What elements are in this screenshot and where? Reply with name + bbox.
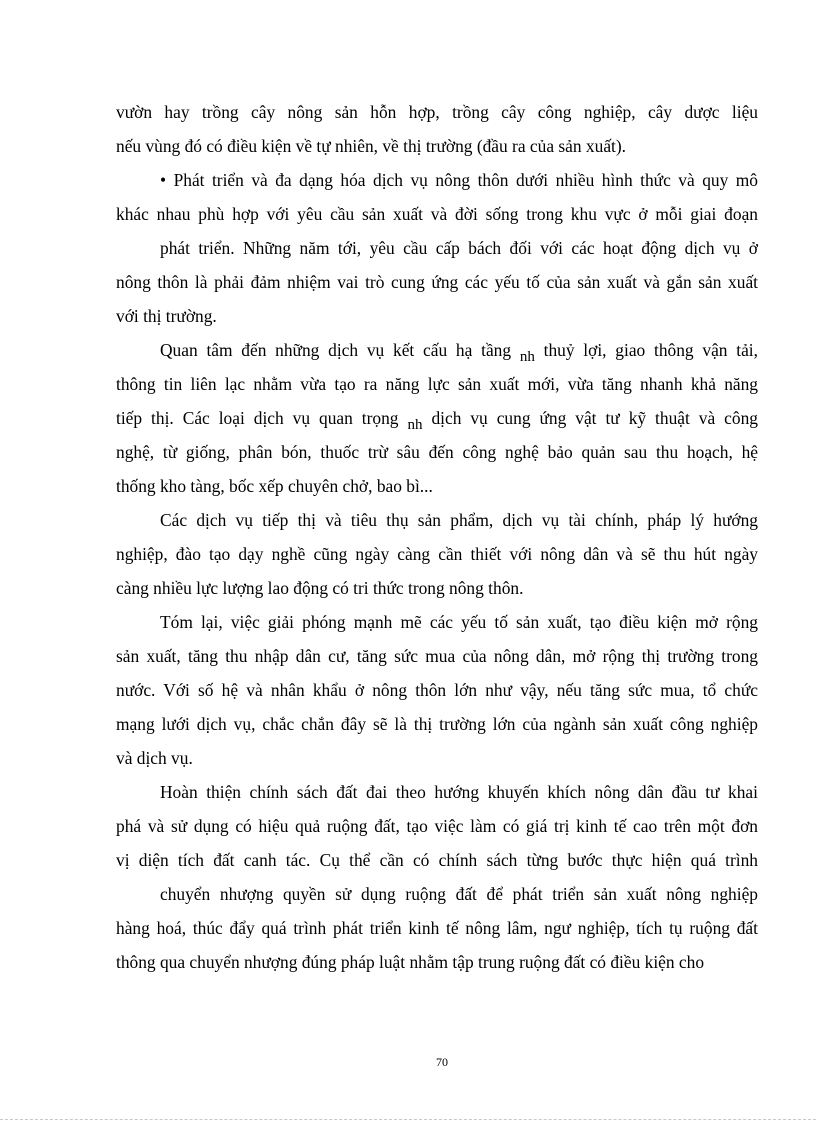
- bullet-line: • Phát triển và đa dạng hóa dịch vụ nông thôn dưới nhiều hình thức và quy mô: [160, 170, 758, 190]
- text-line: thông tin liên lạc nhằm vừa tạo ra năng lực sản xuất mới, vừa tăng nhanh khả năng: [116, 374, 758, 394]
- text-line-with-subscript: [160, 339, 758, 363]
- text-segment: dịch vụ cung ứng vật tư kỹ thuật và công: [431, 408, 758, 428]
- text-line: vườn hay trồng cây nông sản hỗn hợp, trồng cây công nghiệp, cây dược liệu: [116, 102, 758, 122]
- text-line: chuyển nhượng quyền sử dụng ruộng đất để phát triển sản xuất nông nghiệp: [160, 884, 758, 904]
- text-line: nghệ, từ giống, phân bón, thuốc trừ sâu đến công nghệ bảo quản sau thu hoạch, hệ: [116, 442, 758, 462]
- page-number: 70: [436, 1055, 448, 1069]
- page-bottom-divider: [0, 1119, 816, 1120]
- subscript-text: nh: [519, 349, 535, 365]
- text-line: Hoàn thiện chính sách đất đai theo hướng khuyến khích nông dân đầu tư khai: [160, 782, 758, 802]
- text-line: nếu vùng đó có điều kiện về tự nhiên, về thị trường (đầu ra của sản xuất).: [116, 136, 627, 156]
- text-line: vị diện tích đất canh tác. Cụ thể cần có chính sách từng bước thực hiện quá trình: [116, 850, 758, 870]
- text-line: và dịch vụ.: [116, 748, 193, 768]
- text-line: với thị trường.: [116, 306, 217, 326]
- text-line: nước. Với số hệ và nhân khẩu ở nông thôn lớn như vậy, nếu tăng sức mua, tổ chức: [116, 680, 758, 700]
- text-segment: Quan tâm đến những dịch vụ kết cấu hạ tầng: [160, 340, 512, 360]
- subscript-text: nh: [407, 417, 423, 433]
- text-line: khác nhau phù hợp với yêu cầu sản xuất và đời sống trong khu vực ở mỗi giai đoạn: [116, 204, 758, 224]
- text-line: phá và sử dụng có hiệu quả ruộng đất, tạo việc làm có giá trị kinh tế cao trên một đơn: [116, 816, 758, 836]
- text-line: Tóm lại, việc giải phóng mạnh mẽ các yếu tố sản xuất, tạo điều kiện mở rộng: [160, 612, 758, 632]
- text-segment: thuỷ lợi, giao thông vận tải,: [543, 340, 758, 360]
- text-line: mạng lưới dịch vụ, chắc chắn đây sẽ là thị trường lớn của ngành sản xuất công nghiệp: [116, 714, 758, 734]
- text-line: thống kho tàng, bốc xếp chuyên chở, bao bì...: [116, 476, 433, 496]
- text-line: càng nhiều lực lượng lao động có tri thức trong nông thôn.: [116, 578, 524, 598]
- text-line: hàng hoá, thúc đẩy quá trình phát triển kinh tế nông lâm, ngư nghiệp, tích tụ ruộng đất: [116, 918, 758, 938]
- text-line-with-subscript: [116, 407, 758, 431]
- text-line: thông qua chuyển nhượng đúng pháp luật nhằm tập trung ruộng đất có điều kiện cho: [116, 952, 705, 972]
- text-segment: tiếp thị. Các loại dịch vụ quan trọng: [116, 408, 399, 428]
- text-line: phát triển. Những năm tới, yêu cầu cấp bách đối với các hoạt động dịch vụ ở: [160, 238, 758, 258]
- text-line: nông thôn là phải đảm nhiệm vai trò cung ứng các yếu tố của sản xuất và gắn sản xuất: [116, 272, 758, 292]
- text-line: sản xuất, tăng thu nhập dân cư, tăng sức mua của nông dân, mở rộng thị trường trong: [116, 646, 758, 666]
- text-line: Các dịch vụ tiếp thị và tiêu thụ sản phẩm, dịch vụ tài chính, pháp lý hướng: [160, 510, 758, 530]
- text-line: nghiệp, đào tạo dạy nghề cũng ngày càng cần thiết với nông dân và sẽ thu hút ngày: [116, 544, 758, 564]
